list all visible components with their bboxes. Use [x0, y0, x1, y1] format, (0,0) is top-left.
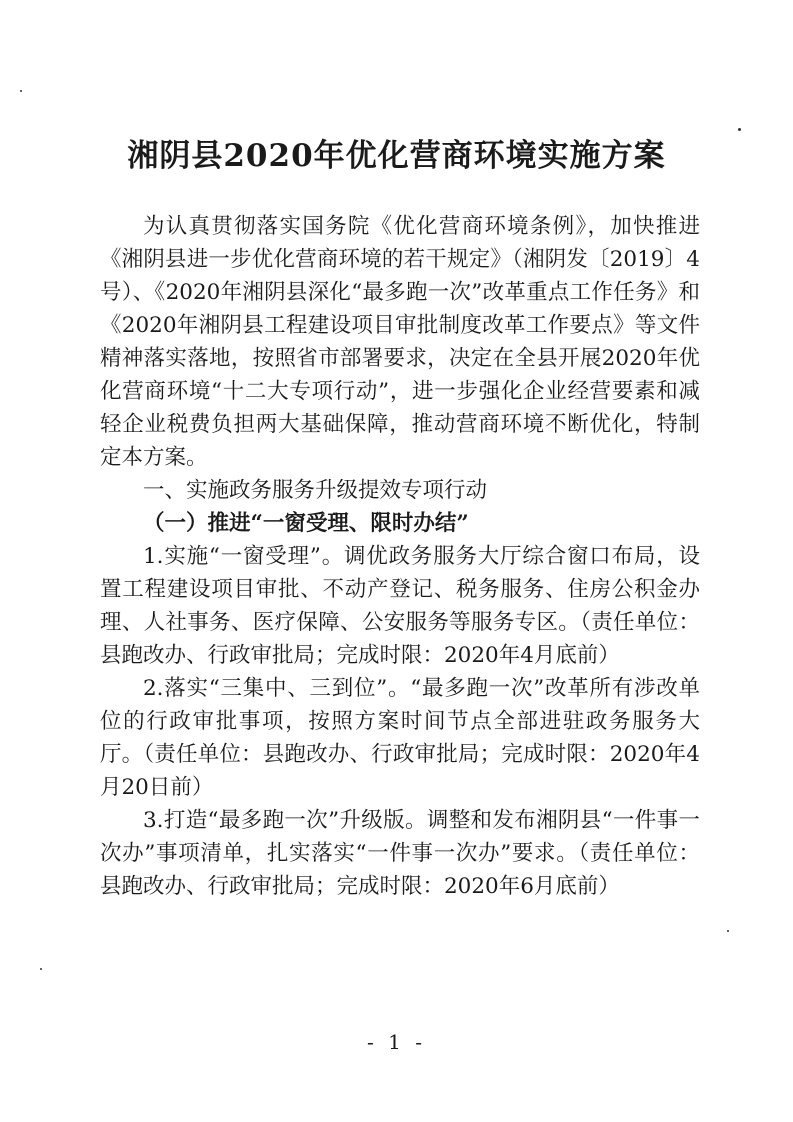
scan-speck	[20, 90, 22, 92]
scan-speck	[727, 930, 729, 932]
page-number: - 1 -	[367, 1030, 426, 1054]
intro-paragraph: 为认真贯彻落实国务院《优化营商环境条例》，加快推进《湘阴县进一步优化营商环境的若干规定》（湘阴发〔2019〕4号）、《2020年湘阴县深化“最多跑一次”改革重点工作任务》和《2020年湘阴县工程建设项目审批制度改革工作要点》等文件精神落实落地，按照省市部署要求，决定在全县开展2020年优化营商环境“十二大专项行动”，进一步强化企业经营要素和减轻企业税费负担两大基础保障，推动营商环境不断优化，特制定本方案。	[100, 214, 700, 470]
item-paragraph-1: 1.实施“一窗受理”。调优政务服务大厅综合窗口布局，设置工程建设项目审批、不动产登记、税务服务、住房公积金办理、人社事务、医疗保障、公安服务等服务专区。（责任单位：县跑改办、行政审批局；完成时限：2020年4月底前）	[100, 544, 700, 668]
document-body	[100, 210, 700, 903]
document-title: 湘阴县2020年优化营商环境实施方案	[127, 138, 666, 174]
item-paragraph-3: 3.打造“最多跑一次”升级版。调整和发布湘阴县“一件事一次办”事项清单，扎实落实“一件事一次办”要求。（责任单位：县跑改办、行政审批局；完成时限：2020年6月底前）	[100, 808, 700, 899]
scan-speck	[40, 968, 42, 970]
scan-speck	[738, 128, 741, 131]
section-heading: 一、实施政务服务升级提效专项行动	[143, 478, 488, 503]
item-paragraph-2: 2.落实“三集中、三到位”。“最多跑一次”改革所有涉改单位的行政审批事项，按照方案时间节点全部进驻政务服务大厅。（责任单位：县跑改办、行政审批局；完成时限：2020年4月20日前）	[100, 676, 700, 800]
subsection-heading: （一）推进“一窗受理、限时办结”	[143, 511, 469, 536]
